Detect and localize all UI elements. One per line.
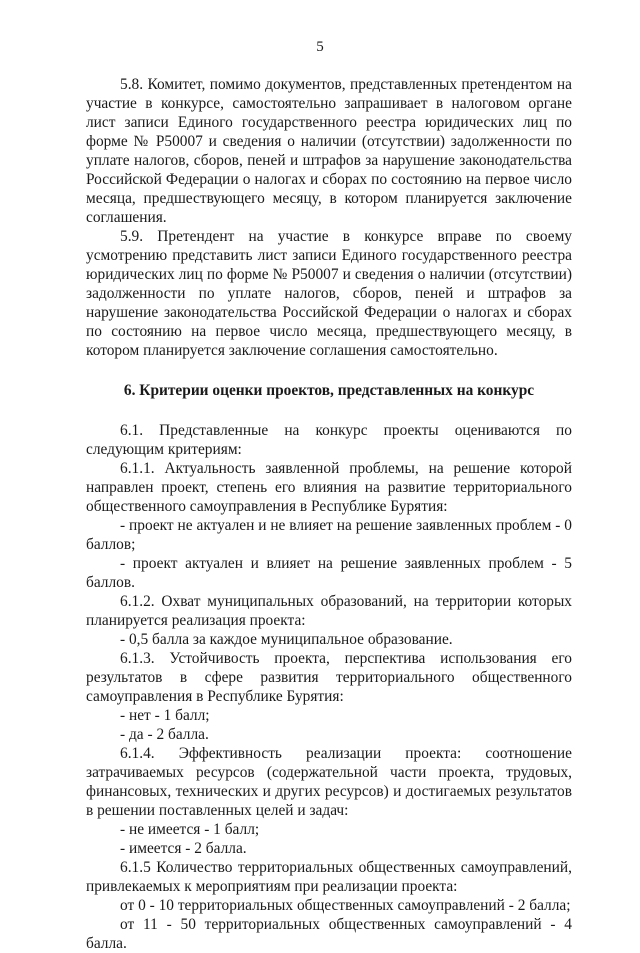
list-item-not-relevant: - проект не актуален и не влияет на решение заявленных проблем - 0 баллов; <box>86 517 572 553</box>
paragraph-6-1-5: 6.1.5 Количество территориальных общественных самоуправлений, привлекаемых к мероприятиям при реализации проекта: <box>86 859 572 895</box>
list-item-yes: - да - 2 балла. <box>120 726 209 743</box>
list-item-per-municipality: - 0,5 балла за каждое муниципальное образование. <box>120 631 453 648</box>
paragraph-5-9: 5.9. Претендент на участие в конкурсе вправе по своему усмотрению представить лист записи Единого государственного реестра юридических лиц по форме № Р50007 и сведения о наличии (отсутствии) задолженности по уплате налогов, сборов, пеней и штрафов за нарушение законодательства Российской Федерации о налогах и сборах по состоянию на первое число месяца, предшествующего месяцу, в котором планируется заключение соглашения самостоятельно. <box>86 228 572 359</box>
list-item-relevant: - проект актуален и влияет на решение заявленных проблем - 5 баллов. <box>86 555 572 591</box>
list-item-no: - нет - 1 балл; <box>120 707 210 724</box>
section-heading-6: 6. Критерии оценки проектов, представленных на конкурс <box>123 382 535 399</box>
paragraph-6-1: 6.1. Представленные на конкурс проекты оцениваются по следующим критериям: <box>86 422 572 458</box>
paragraph-5-8: 5.8. Комитет, помимо документов, представленных претендентом на участие в конкурсе, самостоятельно запрашивает в налоговом органе лист записи Единого государственного реестра юридических лиц по форме № Р50007 и сведения о наличии (отсутствии) задолженности по уплате налогов, сборов, пеней и штрафов за нарушение законодательства Российской Федерации о налогах и сборах по состоянию на первое число месяца, предшествующего месяцу, в котором планируется заключение соглашения. <box>86 76 572 226</box>
paragraph-6-1-4: 6.1.4. Эффективность реализации проекта: соотношение затрачиваемых ресурсов (содержательной части проекта, трудовых, финансовых, технических и других ресурсов) и достигаемых результатов в решении поставленных целей и задач: <box>86 745 572 819</box>
paragraph-6-1-3: 6.1.3. Устойчивость проекта, перспектива использования его результатов в сфере развития территориального общественного самоуправления в Республике Бурятия: <box>86 650 572 705</box>
document-body <box>86 75 572 953</box>
paragraph-6-1-1: 6.1.1. Актуальность заявленной проблемы, на решение которой направлен проект, степень его влияния на развитие территориального общественного самоуправления в Республике Бурятия: <box>86 460 572 515</box>
list-item-11-50: от 11 - 50 территориальных общественных самоуправлений - 4 балла. <box>86 916 572 952</box>
paragraph-6-1-2: 6.1.2. Охват муниципальных образований, на территории которых планируется реализация проекта: <box>86 593 572 629</box>
list-item-present: - имеется - 2 балла. <box>120 840 247 857</box>
list-item-0-10: от 0 - 10 территориальных общественных самоуправлений - 2 балла; <box>120 897 571 914</box>
page-number: 5 <box>316 39 324 55</box>
list-item-not-present: - не имеется - 1 балл; <box>120 821 260 838</box>
